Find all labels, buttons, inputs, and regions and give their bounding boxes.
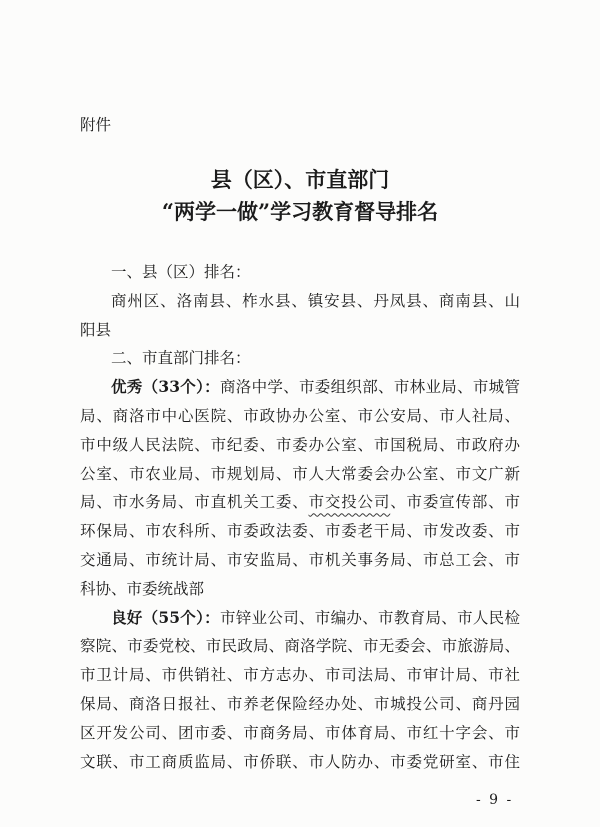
section1-line-1: 商州区、洛南县、柞水县、镇安县、丹凤县、商南县、山: [111, 291, 520, 310]
title-line-1: 县（区）、市直部门: [210, 167, 390, 192]
good-first-line: [80, 604, 520, 633]
excellent-line-3: 市中级人民法院、市纪委、市委办公室、市国税局、市政府办: [80, 435, 520, 454]
title-line-2: “两学一做”学习教育督导排名: [161, 199, 439, 224]
excellent-line-4: 公室、市农业局、市规划局、市人大常委会办公室、市文广新: [80, 464, 520, 483]
excellent-line-5-after: 、市委宣传部、市: [390, 493, 520, 512]
good-line-4: 保局、商洛日报社、市养老保险经办处、市城投公司、商丹园: [80, 694, 520, 713]
excellent-first-text: 商洛中学、市委组织部、市林业局、市城管: [219, 378, 520, 397]
good-line-5: 区开发公司、团市委、市商务局、市体育局、市红十字会、市: [80, 723, 520, 742]
excellent-line-5: [80, 488, 520, 517]
section1-heading: 一、县（区）排名：: [111, 263, 251, 281]
good-first-text: 市锌业公司、市编办、市教育局、市人民检: [219, 608, 520, 627]
excellent-label: 优秀（33个）：: [111, 377, 220, 397]
excellent-line-5-before: 局、市水务局、市直机关工委、: [80, 493, 309, 512]
excellent-line-8: 科协、市委统战部: [80, 579, 205, 598]
section1-line-2: 阳县: [80, 320, 112, 339]
page-number: - 9 -: [476, 792, 514, 808]
document-title: [0, 164, 600, 228]
excellent-line-7: 交通局、市统计局、市安监局、市机关事务局、市总工会、市: [80, 550, 520, 569]
good-line-2: 察院、市委党校、市民政局、商洛学院、市无委会、市旅游局、: [80, 637, 520, 656]
hand-underlined-entry: 市交投公司: [308, 493, 391, 512]
good-line-6: 文联、市工商质监局、市侨联、市人防办、市委党研室、市住: [80, 752, 520, 771]
attachment-label: 附件: [80, 116, 112, 134]
section2-heading: 二、市直部门排名：: [111, 349, 251, 368]
good-line-3: 市卫计局、市供销社、市方志办、市司法局、市审计局、市社: [80, 666, 520, 685]
excellent-first-line: [80, 373, 520, 402]
excellent-line-2: 局、商洛市中心医院、市政协办公室、市公安局、市人社局、: [80, 406, 520, 425]
good-label: 良好（55个）：: [111, 607, 220, 627]
excellent-line-6: 环保局、市农科所、市委政法委、市委老干局、市发改委、市: [80, 522, 520, 541]
document-body: [80, 258, 520, 776]
